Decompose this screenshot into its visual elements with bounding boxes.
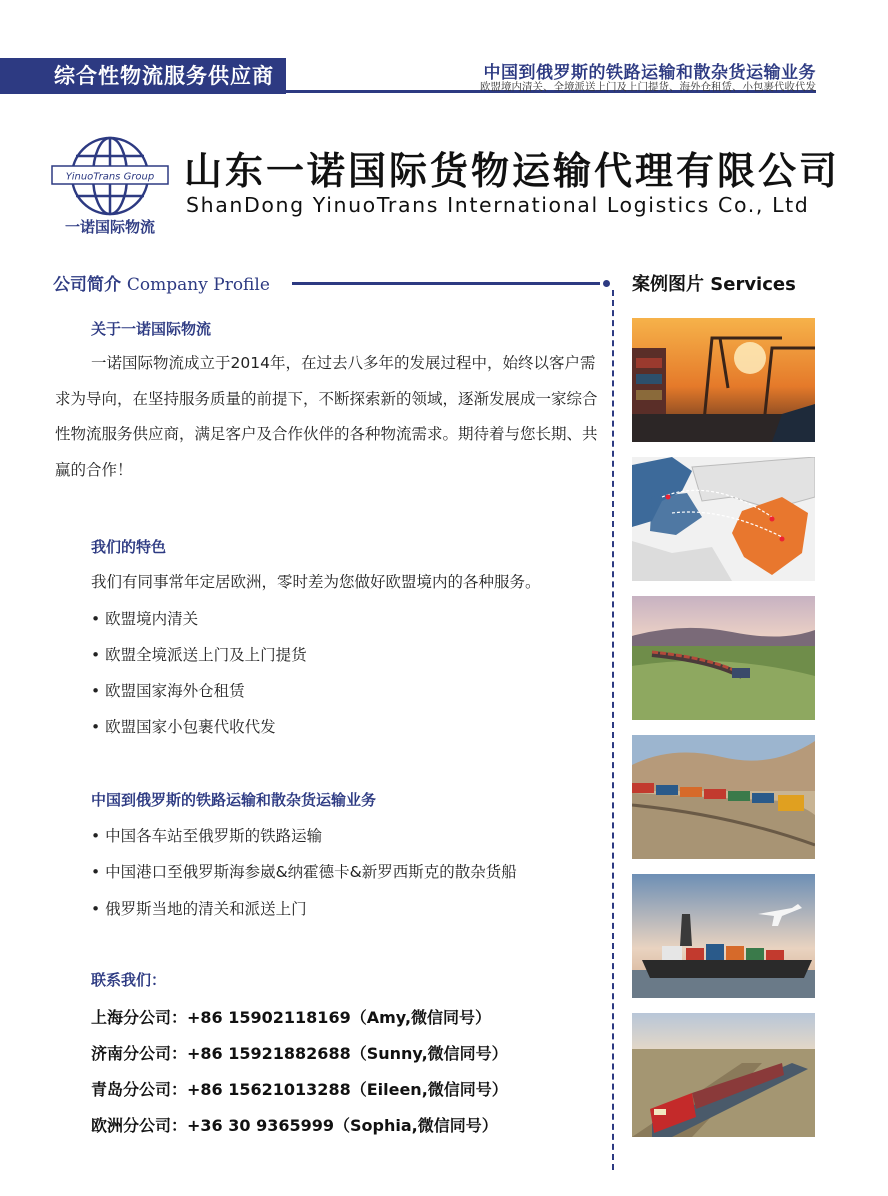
feature-item: • 欧盟全境派送上门及上门提货 (91, 646, 307, 664)
company-name-cn: 山东一诺国际货物运输代理有限公司 (184, 149, 841, 193)
russia-item: • 俄罗斯当地的清关和派送上门 (91, 900, 307, 918)
logo-ring-text: YinuoTrans Group (65, 171, 155, 183)
feature-item: • 欧盟境内清关 (91, 610, 199, 628)
features-title: 我们的特色 (91, 538, 167, 556)
russia-item: • 中国各车站至俄罗斯的铁路运输 (91, 827, 323, 845)
russia-title: 中国到俄罗斯的铁路运输和散杂货运输业务 (91, 791, 377, 809)
feature-item: • 欧盟国家海外仓租赁 (91, 682, 245, 700)
section-title-profile (53, 270, 270, 295)
about-title: 关于一诺国际物流 (91, 320, 212, 338)
russia-item: • 中国港口至俄罗斯海参崴&纳霍德卡&新罗西斯克的散杂货船 (91, 863, 517, 881)
feature-item: • 欧盟国家小包裹代收代发 (91, 718, 276, 736)
contact-title: 联系我们： (91, 971, 167, 989)
contact-line: 济南分公司：+86 15921882688（Sunny,微信同号） (91, 1044, 508, 1063)
column-divider (612, 290, 614, 1170)
route-map-icon (632, 457, 815, 581)
features-intro: 我们有同事常年定居欧洲，零时差为您做好欧盟境内的各种服务。 (91, 573, 541, 591)
about-paragraph: 一诺国际物流成立于2014年，在过去八多年的发展过程中，始终以客户需求为导向，在坚持服务质量的前提下，不断探索新的领域，逐渐发展成一家综合性物流服务供应商，满足客户及合作伙伴的各种物流需求。期待着与您长期、共赢的合作！ (55, 354, 598, 479)
header-tag: 综合性物流服务供应商 (0, 58, 286, 94)
section-title-cn: 公司简介 (53, 275, 121, 295)
section-rule (292, 282, 600, 285)
header-right-subtitle: 欧盟境内清关、全境派送上门及上门提货、海外仓租赁、小包裹代收代发 (480, 81, 816, 93)
logo-text: 一诺国际物流 (64, 218, 156, 236)
port-cranes-icon (632, 318, 815, 442)
red-locomotive-icon (632, 1013, 815, 1137)
contact-line: 欧洲分公司：+36 30 9365999（Sophia,微信同号） (91, 1116, 498, 1135)
section-rule-dot (603, 280, 610, 287)
contact-line: 上海分公司：+86 15902118169（Amy,微信同号） (91, 1008, 492, 1027)
header-right-title: 中国到俄罗斯的铁路运输和散杂货运输业务 (483, 63, 816, 83)
section-title-en: Company Profile (126, 275, 270, 295)
train-steppe-icon (632, 596, 815, 720)
company-logo (46, 132, 174, 238)
container-train-icon (632, 735, 815, 859)
contact-line: 青岛分公司：+86 15621013288（Eileen,微信同号） (91, 1080, 508, 1099)
company-name-en: ShanDong YinuoTrans International Logistics Co., Ltd (186, 193, 810, 217)
services-title: 案例图片 Services (632, 274, 796, 295)
cargo-ship-plane-icon (632, 874, 815, 998)
